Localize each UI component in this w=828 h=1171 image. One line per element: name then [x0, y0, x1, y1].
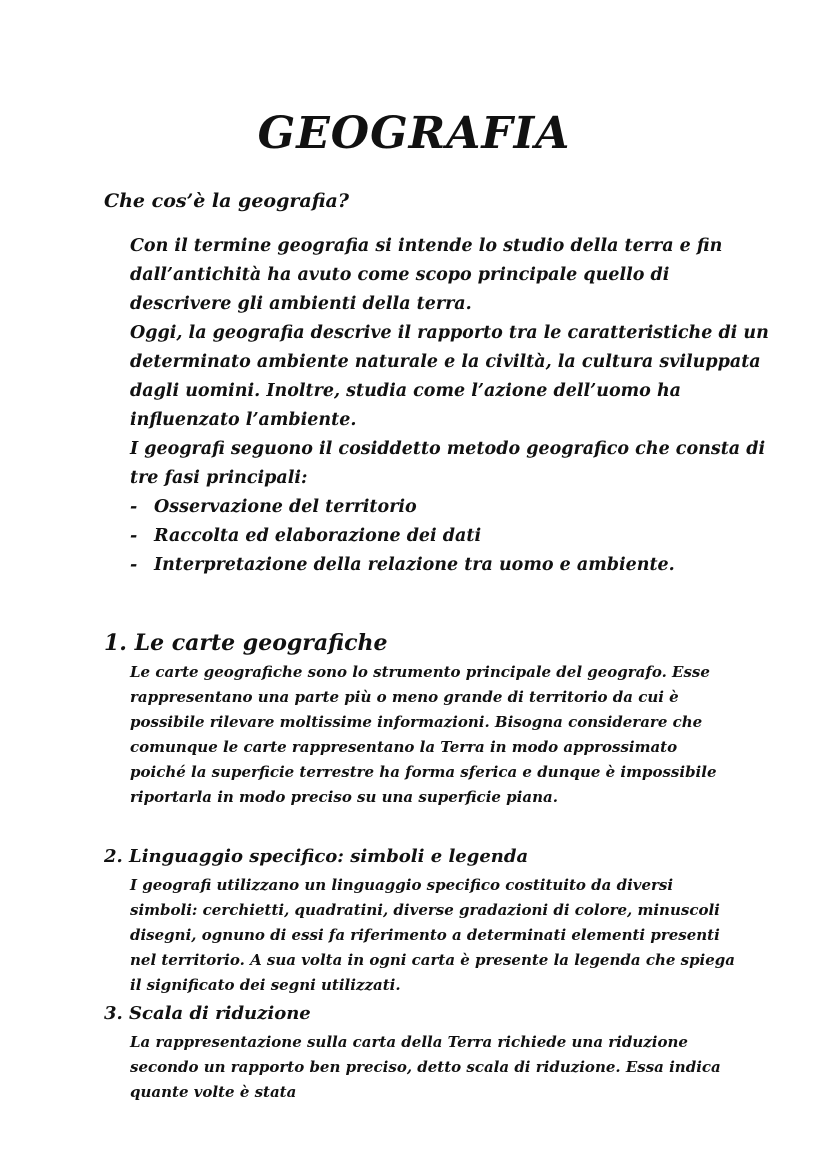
list-item-text: Raccolta ed elaborazione dei dati — [154, 526, 482, 546]
list-item — [130, 551, 770, 580]
intro-paragraph: Con il termine geografia si intende lo studio della terra e fin dall’antichità ha avuto come scopo principale quello di descrivere gli ambienti della terra. — [130, 236, 723, 314]
list-item — [130, 522, 770, 551]
section-heading: 1. Le carte geografiche — [104, 630, 388, 656]
page-title: GEOGRAFIA — [257, 108, 571, 159]
intro-heading: Che cos’è la geografia? — [104, 190, 349, 212]
list-item — [130, 493, 770, 522]
list-item-text: Osservazione del territorio — [154, 497, 417, 517]
section-body: I geografi utilizzano un linguaggio specifico costituito da diversi simboli: cerchietti, quadratini, diverse gradazioni di colore, minuscoli disegni, ognuno di essi fa riferimento a determinati elementi presenti nel territorio. A sua volta in ogni carta è presente la legenda che spiega il significato dei segni utilizzati. — [130, 876, 736, 994]
section-scala-di-riduzione — [104, 1000, 744, 1105]
method-phases-list — [130, 493, 770, 580]
section-body: La rappresentazione sulla carta della Terra richiede una riduzione secondo un rapporto ben preciso, detto scala di riduzione. Essa indica quante volte è stata — [130, 1033, 721, 1101]
section-heading: 2. Linguaggio specifico: simboli e legenda — [104, 846, 529, 867]
bullet-dash: - — [130, 526, 138, 546]
intro-paragraph: Oggi, la geografia descrive il rapporto tra le caratteristiche di un determinato ambiente naturale e la civiltà, la cultura sviluppata dagli uomini. Inoltre, studia come l’azione dell’uomo ha influenzato l’ambiente. — [130, 323, 769, 430]
section-carte-geografiche — [104, 628, 744, 810]
section-linguaggio-specifico — [104, 843, 744, 998]
section-body: Le carte geografiche sono lo strumento principale del geografo. Esse rappresentano una parte più o meno grande di territorio da cui è possibile rilevare moltissime informazioni. Bisogna considerare che comunque le carte rappresentano la Terra in modo approssimato poiché la superficie terrestre ha forma sferica e dunque è impossibile riportarla in modo preciso su una superficie piana. — [130, 663, 717, 806]
list-item-text: Interpretazione della relazione tra uomo e ambiente. — [154, 555, 675, 575]
section-heading: 3. Scala di riduzione — [104, 1003, 311, 1024]
bullet-dash: - — [130, 555, 138, 575]
intro-body — [130, 232, 770, 580]
bullet-dash: - — [130, 497, 138, 517]
intro-paragraph: I geografi seguono il cosiddetto metodo geografico che consta di tre fasi principali: — [130, 439, 766, 488]
